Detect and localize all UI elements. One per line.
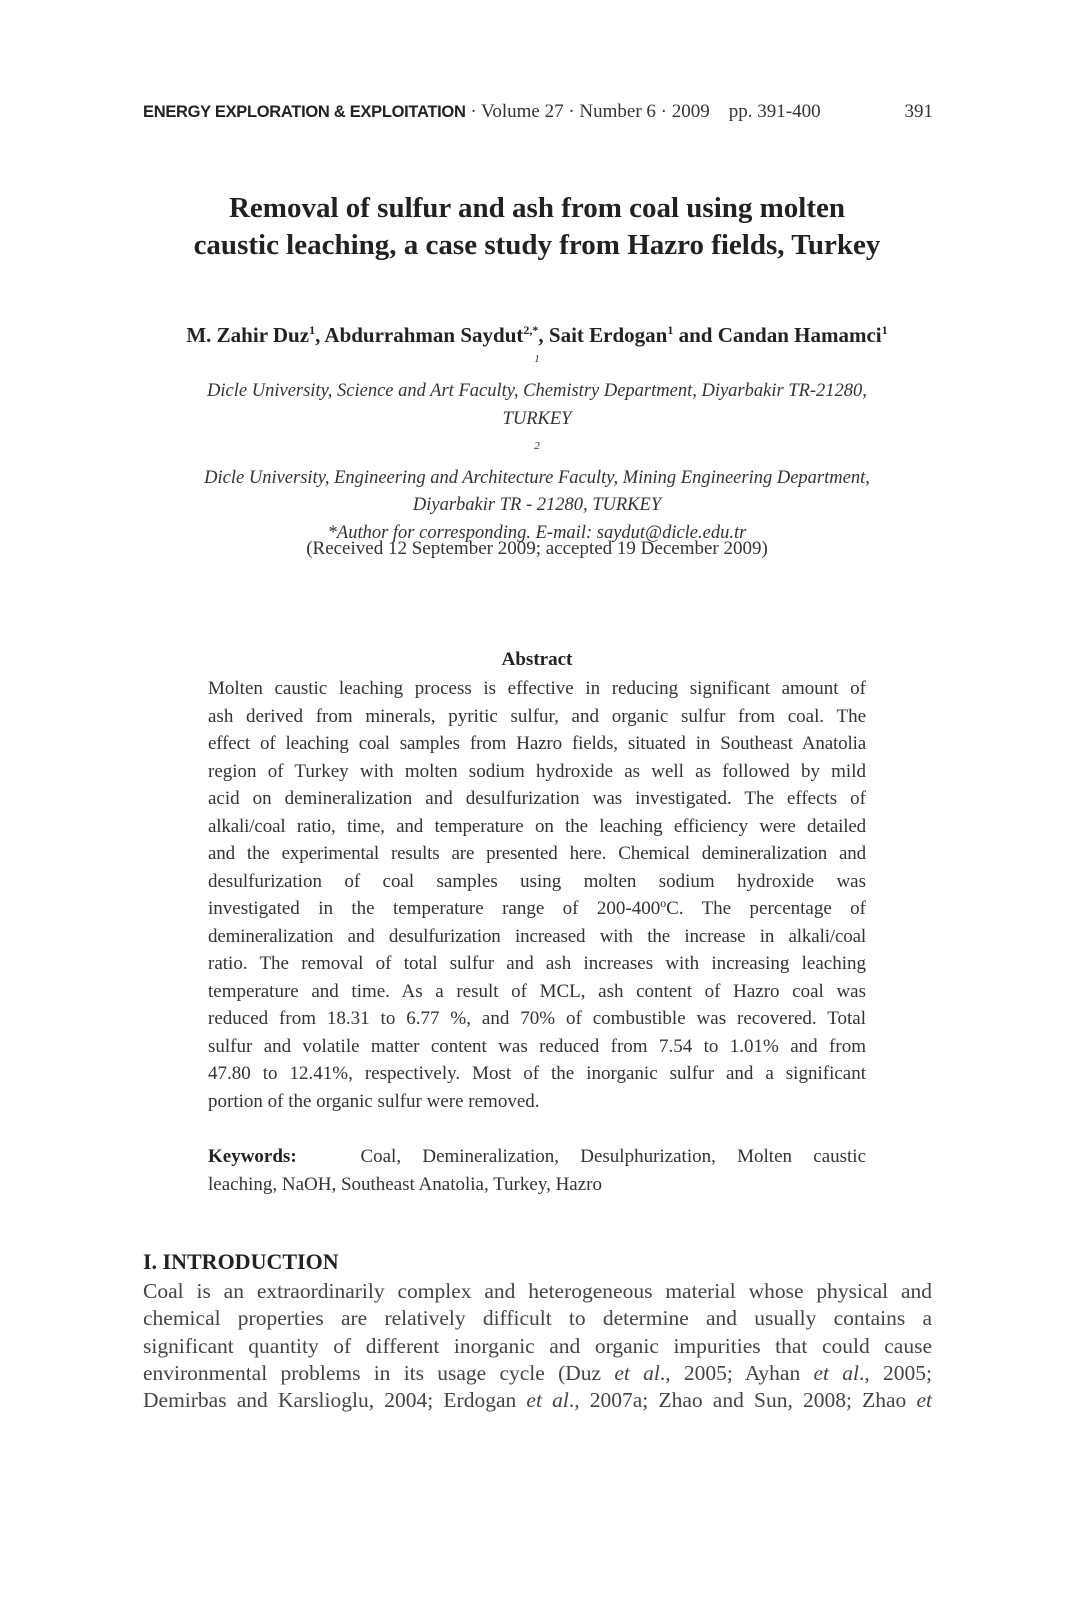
intro-italic: et al	[526, 1388, 569, 1413]
keywords-list-1: Coal, Demineralization, Desulphurization, Molten caustic	[360, 1146, 867, 1167]
intro-line: significant quantity of different inorganic and organic impurities that could cause	[143, 1333, 932, 1358]
issue-info: · Volume 27 · Number 6 · 2009 pp. 391-400	[465, 101, 821, 122]
intro-italic: et al	[614, 1360, 660, 1385]
paper-title	[120, 190, 954, 264]
abstract-line: ratio. The removal of total sulfur and ash increases with increasing leaching	[208, 953, 866, 974]
author-affil-sup: 1	[667, 323, 674, 337]
affiliation-2-line-2: Diyarbakir TR - 21280, TURKEY	[412, 495, 662, 516]
author-affil-sup: 1	[881, 323, 888, 337]
author-name: Candan Hamamci	[717, 323, 882, 347]
affiliation-1-line-1	[120, 346, 954, 406]
section-heading-introduction: I. INTRODUCTION	[143, 1249, 339, 1274]
abstract-line: alkali/coal ratio, time, and temperature on the leaching efficiency were detailed	[208, 815, 866, 837]
author-name: Abdurrahman Saydut	[324, 323, 524, 347]
affiliation-2-text: Dicle University, Engineering and Architecture Faculty, Mining Engineering Department,	[204, 468, 870, 489]
abstract-line: effect of leaching coal samples from Hazro fields, situated in Southeast Anatolia	[208, 733, 866, 754]
abstract-line: investigated in the temperature range of 200-400ºC. The percentage of	[208, 898, 866, 919]
running-header	[143, 101, 933, 127]
abstract-line: portion of the organic sulfur were removed.	[208, 1090, 540, 1112]
title-line-2: caustic leaching, a case study from Hazro fields, Turkey	[193, 229, 881, 261]
abstract-line: region of Turkey with molten sodium hydroxide as well as followed by mild	[208, 760, 866, 782]
author-affil-sup: 2,*	[523, 323, 539, 337]
intro-line: chemical properties are relatively difficult to determine and usually contains a	[143, 1306, 932, 1331]
affiliations	[120, 346, 954, 547]
abstract-line: sulfur and volatile matter content was reduced from 7.54 to 1.01% and from	[208, 1035, 866, 1057]
abstract-line: and the experimental results are presented here. Chemical demineralization and	[208, 843, 866, 864]
title-line-1: Removal of sulfur and ash from coal using molten	[228, 192, 846, 224]
abstract-line: Molten caustic leaching process is effective in reducing significant amount of	[208, 678, 866, 699]
intro-line	[143, 1387, 932, 1414]
intro-text: environmental problems in its usage cycle (Duz	[143, 1360, 615, 1385]
introduction-body	[143, 1278, 932, 1414]
author-list	[100, 315, 974, 350]
author-affil-sup: 1	[309, 323, 316, 337]
abstract-line: 47.80 to 12.41%, respectively. Most of the inorganic sulfur and a significant	[208, 1063, 866, 1084]
intro-text: Demirbas and Karslioglu, 2004; Erdogan	[143, 1388, 527, 1413]
author-name: Sait Erdogan	[548, 323, 668, 347]
affiliation-1-text: Dicle University, Science and Art Faculty, Chemistry Department, Diyarbakir TR-21280,	[207, 381, 867, 402]
abstract-line: reduced from 18.31 to 6.77 %, and 70% of combustible was recovered. Total	[208, 1008, 866, 1029]
keywords-line-2: leaching, NaOH, Southeast Anatolia, Turkey, Hazro	[208, 1173, 602, 1195]
intro-text: ., 2007a; Zhao and Sun, 2008; Zhao	[568, 1388, 917, 1413]
author-separator: and	[673, 323, 718, 347]
corresponding-author: *Author for corresponding. E-mail: saydut@dicle.edu.tr	[327, 522, 747, 543]
journal-name: ENERGY EXPLORATION & EXPLOITATION	[143, 103, 466, 121]
intro-italic: et al	[813, 1360, 859, 1385]
received-dates: (Received 12 September 2009; accepted 19 December 2009)	[306, 538, 768, 559]
affiliation-2-sup: 2	[534, 439, 540, 452]
abstract-line: demineralization and desulfurization increased with the increase in alkali/coal	[208, 925, 866, 947]
intro-text: ., 2005; Ayhan	[659, 1360, 814, 1385]
keywords-label: Keywords:	[208, 1146, 297, 1167]
abstract-line: acid on demineralization and desulfurization was investigated. The effects of	[208, 788, 866, 809]
affiliation-2-line-1	[120, 433, 954, 493]
intro-text: ., 2005;	[858, 1360, 932, 1385]
abstract-line: desulfurization of coal samples using molten sodium hydroxide was	[208, 870, 866, 892]
affiliation-1-sup: 1	[534, 353, 540, 365]
abstract-line: temperature and time. As a result of MCL, ash content of Hazro coal was	[208, 980, 866, 1002]
abstract-body	[208, 675, 866, 1115]
author-name: M. Zahir Duz	[186, 323, 310, 347]
affiliation-1-line-2: TURKEY	[502, 408, 572, 429]
intro-line	[143, 1360, 932, 1387]
abstract-heading: Abstract	[501, 649, 573, 670]
author-separator: ,	[315, 323, 325, 347]
author-separator: ,	[538, 323, 549, 347]
intro-line: Coal is an extraordinarily complex and heterogeneous material whose physical and	[143, 1279, 932, 1303]
page-number: 391	[904, 101, 933, 122]
keywords	[208, 1143, 866, 1198]
intro-italic: et	[916, 1388, 933, 1413]
keywords-line-1	[208, 1143, 866, 1171]
abstract-line: ash derived from minerals, pyritic sulfur, and organic sulfur from coal. The	[208, 705, 866, 727]
